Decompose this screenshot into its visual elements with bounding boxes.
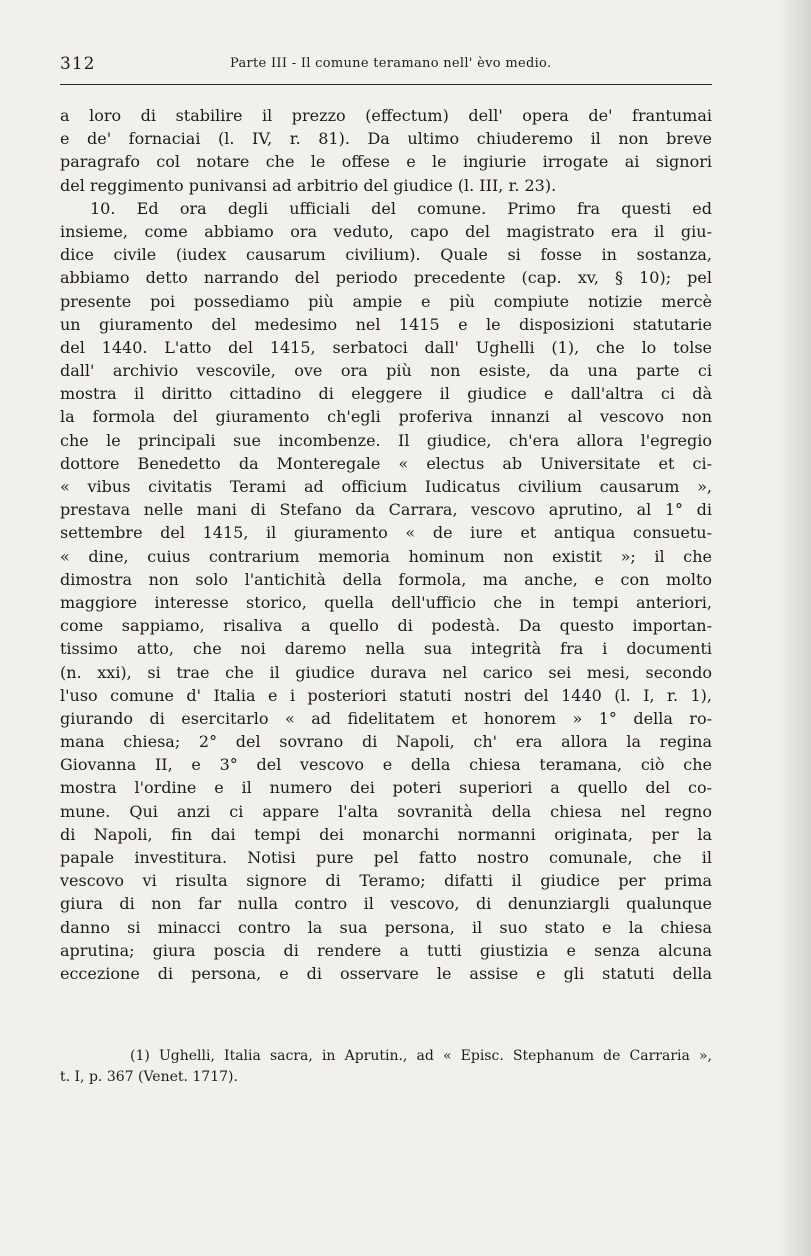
text-line: mune. Qui anzi ci appare l'alta sovranità della chiesa nel regno bbox=[60, 801, 712, 821]
text-line: insieme, come abbiamo ora veduto, capo del magistrato era il giu- bbox=[60, 221, 712, 241]
text-line: maggiore interesse storico, quella dell'ufficio che in tempi anteriori, bbox=[60, 592, 712, 612]
text-line: giura di non far nulla contro il vescovo, di denunziargli qualunque bbox=[60, 894, 712, 914]
text-line: 10. Ed ora degli ufficiali del comune. Primo fra questi ed bbox=[90, 198, 712, 218]
body-text bbox=[60, 104, 712, 985]
text-line: paragrafo col notare che le offese e le ingiurie irrogate ai signori bbox=[60, 152, 712, 172]
page-edge-shadow bbox=[777, 0, 811, 1256]
page-header bbox=[60, 52, 712, 82]
text-line: eccezione di persona, e di osservare le assise e gli statuti della bbox=[60, 963, 712, 983]
running-head: Parte III - Il comune teramano nell' èvo medio. bbox=[230, 56, 552, 71]
text-line: giurando di esercitarlo « ad fidelitatem et honorem » 1° della ro- bbox=[60, 708, 712, 728]
text-line: prestava nelle mani di Stefano da Carrara, vescovo aprutino, al 1° di bbox=[60, 500, 712, 520]
header-rule bbox=[60, 84, 712, 85]
text-line: che le principali sue incombenze. Il giudice, ch'era allora l'egregio bbox=[60, 430, 712, 450]
text-line: settembre del 1415, il giuramento « de iure et antiqua consuetu- bbox=[60, 523, 712, 543]
text-line: tissimo atto, che noi daremo nella sua integrità fra i documenti bbox=[60, 639, 712, 659]
text-line: vescovo vi risulta signore di Teramo; difatti il giudice per prima bbox=[60, 871, 712, 891]
text-line: e de' fornaciai (l. IV, r. 81). Da ultimo chiuderemo il non breve bbox=[60, 129, 712, 149]
text-line: come sappiamo, risaliva a quello di podestà. Da questo importan- bbox=[60, 616, 712, 636]
text-line: dimostra non solo l'antichità della formola, ma anche, e con molto bbox=[60, 569, 712, 589]
footnote bbox=[60, 1046, 712, 1088]
text-line: un giuramento del medesimo nel 1415 e le disposizioni statutarie bbox=[60, 314, 712, 334]
text-line: presente poi possediamo più ampie e più compiute notizie mercè bbox=[60, 291, 712, 311]
text-line: papale investitura. Notisi pure pel fatto nostro comunale, che il bbox=[60, 848, 712, 867]
text-line: a loro di stabilire il prezzo (effectum) dell' opera de' frantumai bbox=[60, 106, 712, 125]
text-line: abbiamo detto narrando del periodo precedente (cap. xv, § 10); pel bbox=[60, 268, 712, 288]
text-line: « dine, cuius contrarium memoria hominum non existit »; il che bbox=[60, 546, 712, 566]
text-line: aprutina; giura poscia di rendere a tutti giustizia e senza alcuna bbox=[60, 940, 712, 960]
text-line: mostra l'ordine e il numero dei poteri superiori a quello del co- bbox=[60, 778, 712, 798]
page-number: 312 bbox=[60, 54, 96, 74]
footnote-line: t. I, p. 367 (Venet. 1717). bbox=[60, 1069, 238, 1085]
text-line: mostra il diritto cittadino di eleggere il giudice e dall'altra ci dà bbox=[60, 384, 712, 404]
text-line: danno si minacci contro la sua persona, il suo stato e la chiesa bbox=[60, 917, 712, 937]
text-line: l'uso comune d' Italia e i posteriori statuti nostri del 1440 (l. I, r. 1), bbox=[60, 685, 712, 705]
footnote-line: (1) Ughelli, Italia sacra, in Aprutin., ad « Episc. Stephanum de Carraria », bbox=[130, 1048, 712, 1064]
text-line: dall' archivio vescovile, ove ora più non esiste, da una parte ci bbox=[60, 361, 712, 381]
text-line: dottore Benedetto da Monteregale « electus ab Universitate et ci- bbox=[60, 453, 712, 473]
text-line: mana chiesa; 2° del sovrano di Napoli, ch' era allora la regina bbox=[60, 732, 712, 752]
text-line: « vibus civitatis Terami ad officium Iudicatus civilium causarum », bbox=[60, 477, 712, 496]
text-line: dice civile (iudex causarum civilium). Quale si fosse in sostanza, bbox=[60, 245, 712, 265]
text-line: del reggimento punivansi ad arbitrio del giudice (l. III, r. 23). bbox=[60, 175, 557, 195]
text-line: del 1440. L'atto del 1415, serbatoci dall' Ughelli (1), che lo tolse bbox=[60, 337, 712, 357]
text-line: di Napoli, fin dai tempi dei monarchi normanni originata, per la bbox=[60, 824, 712, 844]
text-line: (n. xxi), si trae che il giudice durava nel carico sei mesi, secondo bbox=[60, 662, 712, 682]
text-line: Giovanna II, e 3° del vescovo e della chiesa teramana, ciò che bbox=[60, 755, 712, 775]
text-line: la formola del giuramento ch'egli proferiva innanzi al vescovo non bbox=[60, 407, 712, 427]
